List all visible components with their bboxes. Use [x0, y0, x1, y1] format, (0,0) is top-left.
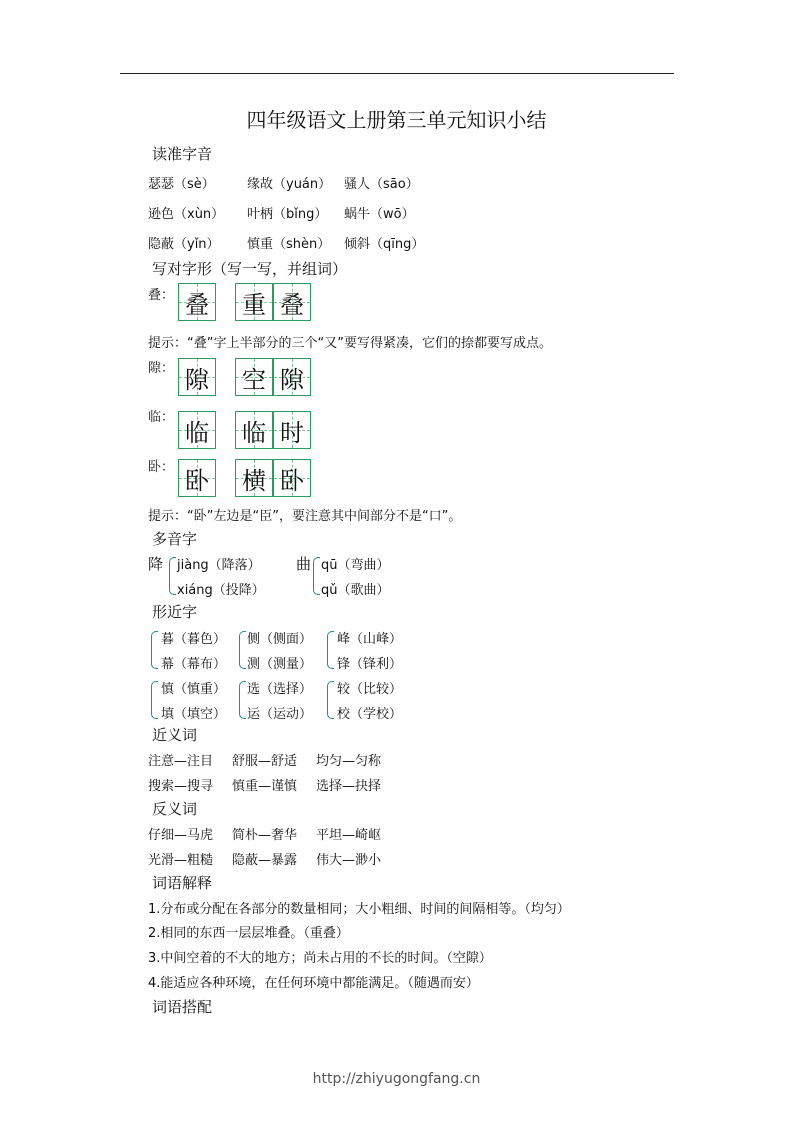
heading-polyphone: 多音字	[152, 530, 198, 548]
polyphone-char: 曲	[296, 555, 312, 573]
pron-2-2: 叶柄（bǐng）	[247, 207, 328, 222]
grid-char: 叠	[185, 290, 209, 319]
pron-1-3: 骚人（sāo）	[344, 177, 419, 192]
writing-grid-cell	[235, 283, 273, 321]
synonym-item: 搜索—搜寻	[148, 779, 214, 794]
writing-label: 卧：	[148, 460, 175, 475]
grid-char: 临	[185, 418, 209, 447]
writing-grid-cell	[178, 459, 216, 497]
writing-label: 叠：	[148, 288, 175, 303]
pron-2-1: 逊色（xùn）	[148, 207, 225, 222]
explanation-item: 3.中间空着的不大的地方；尚未占用的不长的时间。（空隙）	[148, 951, 492, 966]
heading-pronunciation: 读准字音	[152, 145, 213, 163]
brace-icon	[239, 681, 246, 719]
similar-item: 较（比较）	[337, 682, 403, 697]
similar-item: 测（测量）	[247, 657, 313, 672]
brace-icon	[151, 631, 158, 669]
brace-icon	[169, 557, 176, 595]
similar-item: 慎（慎重）	[161, 682, 227, 697]
heading-synonyms: 近义词	[152, 726, 198, 744]
synonym-item: 注意—注目	[148, 754, 214, 769]
explanation-item: 4.能适应各种环境，在任何环境中都能满足。（随遇而安）	[148, 976, 479, 991]
synonym-item: 慎重—谨慎	[232, 779, 298, 794]
antonym-item: 简朴—奢华	[232, 828, 298, 843]
similar-item: 幕（幕布）	[161, 657, 227, 672]
pron-2-3: 蜗牛（wō）	[344, 207, 415, 222]
similar-item: 侧（侧面）	[247, 632, 313, 647]
grid-char: 重	[242, 290, 266, 319]
synonym-item: 选择—抉择	[316, 779, 382, 794]
explanation-item: 1.分布或分配在各部分的数量相同；大小粗细、时间的间隔相等。（均匀）	[148, 902, 570, 917]
writing-grid-cell	[178, 283, 216, 321]
writing-grid-cell	[178, 411, 216, 449]
explanation-item: 2.相同的东西一层层堆叠。（重叠）	[148, 926, 349, 941]
grid-char: 隙	[185, 365, 209, 394]
similar-item: 选（选择）	[247, 682, 313, 697]
grid-char: 隙	[280, 365, 304, 394]
writing-label: 隙：	[148, 361, 175, 376]
pron-3-1: 隐蔽（yǐn）	[148, 237, 220, 252]
polyphone-reading: jiàng（降落）	[177, 558, 261, 573]
polyphone-reading: qū（弯曲）	[321, 558, 390, 573]
writing-grid-cell	[235, 411, 273, 449]
top-rule	[120, 73, 674, 74]
writing-grid-cell	[273, 358, 311, 396]
grid-char: 卧	[185, 466, 209, 495]
writing-grid-cell	[273, 459, 311, 497]
similar-item: 校（学校）	[337, 707, 403, 722]
synonym-item: 均匀—匀称	[316, 754, 382, 769]
antonym-item: 光滑—粗糙	[148, 853, 214, 868]
grid-char: 横	[242, 466, 266, 495]
similar-item: 锋（锋利）	[337, 657, 403, 672]
pron-1-1: 瑟瑟（sè）	[148, 177, 215, 192]
writing-grid-cell	[235, 358, 273, 396]
writing-tip-2: 提示：“卧”左边是“臣”，要注意其中间部分不是“口”。	[148, 509, 462, 524]
writing-grid-cell	[273, 411, 311, 449]
writing-tip-1: 提示：“叠”字上半部分的三个“又”要写得紧凑，它们的捺都要写成点。	[148, 336, 552, 351]
brace-icon	[327, 631, 334, 669]
brace-icon	[327, 681, 334, 719]
page-title: 四年级语文上册第三单元知识小结	[246, 108, 547, 132]
similar-item: 运（运动）	[247, 707, 313, 722]
writing-grid-cell	[273, 283, 311, 321]
brace-icon	[151, 681, 158, 719]
antonym-item: 隐蔽—暴露	[232, 853, 298, 868]
heading-antonyms: 反义词	[152, 800, 198, 818]
synonym-item: 舒服—舒适	[232, 754, 298, 769]
grid-char: 叠	[280, 290, 304, 319]
grid-char: 时	[280, 418, 304, 447]
heading-explanations: 词语解释	[152, 874, 213, 892]
pron-3-2: 慎重（shèn）	[247, 237, 331, 252]
writing-grid-cell	[235, 459, 273, 497]
polyphone-reading: xiáng（投降）	[177, 583, 265, 598]
writing-grid-cell	[178, 358, 216, 396]
brace-icon	[313, 557, 320, 595]
heading-writing: 写对字形（写一写，并组词）	[152, 260, 348, 278]
grid-char: 空	[242, 365, 266, 394]
polyphone-reading: qǔ（歌曲）	[321, 583, 390, 598]
antonym-item: 仔细—马虎	[148, 828, 214, 843]
antonym-item: 平坦—崎岖	[316, 828, 382, 843]
similar-item: 填（填空）	[161, 707, 227, 722]
pron-3-3: 倾斜（qīng）	[344, 237, 425, 252]
footer-url: http://zhiyugongfang.cn	[312, 1071, 481, 1087]
heading-similar-shape: 形近字	[152, 603, 198, 621]
heading-collocation: 词语搭配	[152, 998, 213, 1016]
grid-char: 卧	[280, 466, 304, 495]
antonym-item: 伟大—渺小	[316, 853, 382, 868]
pron-1-2: 缘故（yuán）	[247, 177, 332, 192]
similar-item: 暮（暮色）	[161, 632, 227, 647]
brace-icon	[239, 631, 246, 669]
similar-item: 峰（山峰）	[337, 632, 403, 647]
polyphone-char: 降	[148, 555, 164, 573]
grid-char: 临	[242, 418, 266, 447]
writing-label: 临：	[148, 410, 175, 425]
